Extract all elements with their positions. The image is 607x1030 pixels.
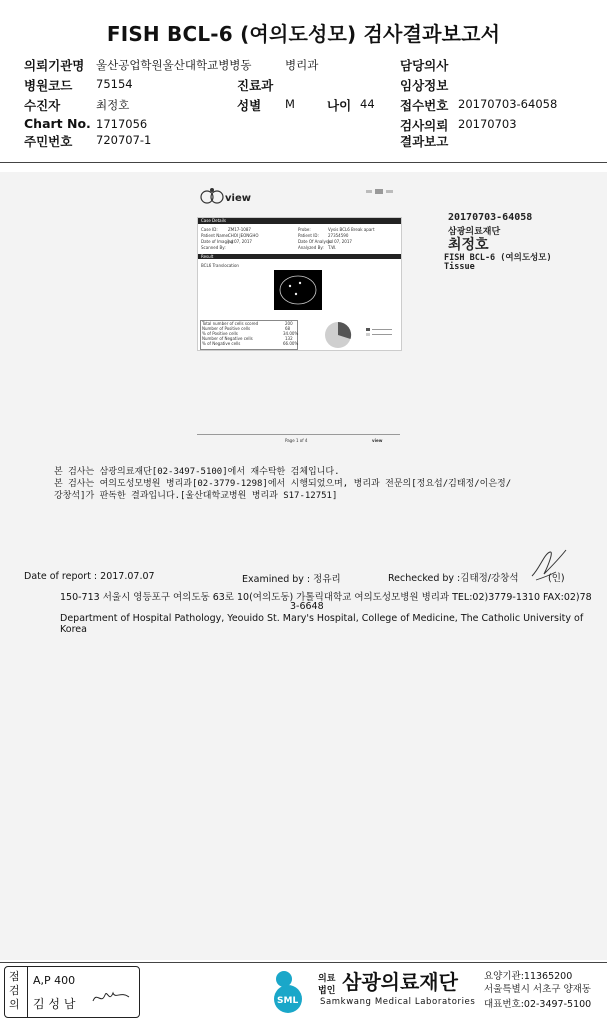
footer-logo: view [372, 438, 383, 443]
org-info: 서울특별시 서초구 양재동 [484, 984, 591, 995]
case-key: Analyzed By: [298, 245, 324, 250]
org-prefix: 법인 [318, 986, 336, 996]
count-val: 200 [285, 321, 293, 326]
count-key: % of Positive cells [202, 331, 238, 336]
cell-count-table [200, 320, 298, 350]
scanned-report-area [0, 172, 607, 960]
org-english: Samkwang Medical Laboratories [320, 997, 476, 1007]
label-sex: 성별 [237, 98, 262, 113]
date-of-report: Date of report : 2017.07.07 [24, 571, 155, 582]
page-indicator: Page 1 of 4 [285, 438, 308, 443]
page-title: FISH BCL-6 (여의도성모) 검사결과보고서 [106, 22, 501, 46]
count-key: % of Negative cells [202, 341, 241, 346]
label-request-date: 검사의뢰 [400, 118, 449, 133]
label-receipt-no: 접수번호 [400, 98, 449, 113]
case-details-title: Case Details [201, 218, 226, 223]
note-line: 강창석]가 판독한 결과입니다.[울산대학교병원 병리과 S17-12751] [54, 491, 338, 501]
value-department: 병리과 [285, 58, 319, 72]
reviewer-code: A,P 400 [33, 974, 76, 987]
org-info: 요양기관:11365200 [484, 971, 573, 982]
address-line: 150-713 서울시 영등포구 여의도동 63로 10(여의도동) 가톨릭대학교 여의도성모병원 병리과 TEL:02)3779-1310 FAX:02)78 [60, 592, 592, 603]
value-resident-no: 720707-1 [96, 133, 152, 147]
case-val: 27354590 [328, 233, 349, 238]
label-result-report: 결과보고 [400, 134, 449, 149]
rechecked-by: Rechecked by :김태정/강창석 [388, 573, 519, 584]
case-val: ZM17-1087 [228, 227, 251, 232]
result-title: Result [201, 254, 214, 259]
value-hospital-code: 75154 [96, 77, 133, 91]
label-institution: 의뢰기관명 [24, 58, 85, 73]
count-key: Number of Negative cells [202, 336, 253, 341]
org-prefix: 의료 [318, 974, 336, 984]
svg-text:view: view [225, 193, 251, 204]
reviewer-signature [91, 985, 131, 1009]
fish-cell-image [274, 270, 322, 310]
department-line: Department of Hospital Pathology, Yeouido St. Mary's Hospital, College of Medicine, The Catholic University of Korea [60, 613, 584, 635]
count-val: 66.00% [283, 341, 299, 346]
label-clinic: 진료과 [237, 78, 274, 93]
case-key: Patient Name: [201, 233, 230, 238]
pie-legend [366, 322, 396, 332]
label-hospital-code: 병원코드 [24, 78, 73, 93]
label-patient: 수진자 [24, 98, 61, 113]
bioview-logo [200, 186, 262, 208]
corner-mark-icon [365, 182, 395, 192]
org-name: 삼광의료재단 [342, 970, 458, 994]
label-chart-no: Chart No. [24, 116, 91, 131]
case-val: Vysis BCL6 Break apart [328, 227, 375, 232]
label-age: 나이 [327, 98, 352, 113]
reviewer-box [4, 966, 140, 1018]
seal-mark: (인) [548, 573, 565, 584]
value-receipt-no: 20170703-64058 [458, 97, 558, 111]
stamp-test: FISH BCL-6 (여의도성모) [444, 253, 552, 263]
header-divider [0, 162, 607, 163]
svg-text:SML: SML [277, 996, 299, 1006]
case-key: Probe: [298, 227, 311, 232]
case-key: Case ID: [201, 227, 218, 232]
org-info: 대표번호:02-3497-5100 [484, 999, 592, 1010]
result-label: BCL6 Translocation [201, 263, 239, 268]
note-line: 본 검사는 여의도성모병원 병리과[02-3779-1298]에서 시행되었으며, 병리과 전문의[정요섭/김태정/이은정/ [54, 479, 512, 489]
value-sex: M [285, 97, 295, 111]
stamp-org: 삼광의료재단 [448, 227, 501, 237]
sml-logo-icon [266, 967, 318, 1015]
count-val: 68 [285, 326, 291, 331]
case-key: Scanned By: [201, 245, 226, 250]
address-line: 3-6648 [290, 601, 324, 612]
pie-chart [324, 321, 352, 349]
note-line: 본 검사는 삼광의료재단[02-3497-5100]에서 재수탁한 검체입니다. [54, 467, 340, 477]
count-val: 34.00% [283, 331, 299, 336]
value-institution: 울산공업학원울산대학교병병동 [96, 58, 252, 72]
case-details-bar [198, 218, 401, 224]
stamp-patient: 최정호 [448, 237, 489, 253]
label-resident-no: 주민번호 [24, 134, 73, 149]
label-clinical-info: 임상정보 [400, 78, 449, 93]
case-val: Jul 07, 2017 [328, 239, 352, 244]
label-doctor: 담당의사 [400, 58, 449, 73]
case-key: Date Of Analysis: [298, 239, 333, 244]
case-val: CHOI JEONGHO [228, 233, 259, 238]
count-key: Number of Positive cells [202, 326, 251, 331]
value-age: 44 [360, 97, 375, 111]
case-val: Jul 07, 2017 [228, 239, 252, 244]
case-key: Date of Imaging: [201, 239, 235, 244]
result-bar [198, 254, 401, 259]
count-val: 132 [285, 336, 293, 341]
reviewer-label-cell [5, 967, 28, 1017]
case-val: T.W. [328, 245, 337, 250]
stamp-specimen: Tissue [444, 262, 475, 272]
value-chart-no: 1717056 [96, 117, 148, 131]
reviewer-name: 김 성 남 [33, 997, 76, 1011]
report-page-rule [197, 434, 400, 435]
stamp-receipt-no: 20170703-64058 [448, 212, 533, 223]
case-key: Patient ID: [298, 233, 319, 238]
value-patient: 최정호 [96, 98, 130, 112]
count-key: Total number of cells scored [202, 321, 259, 326]
bioview-report-page [197, 217, 402, 351]
reviewer-label: 점검의 [9, 970, 20, 1011]
value-request-date: 20170703 [458, 117, 517, 131]
footer-divider [0, 962, 607, 963]
examined-by: Examined by : 정유리 [242, 574, 341, 585]
